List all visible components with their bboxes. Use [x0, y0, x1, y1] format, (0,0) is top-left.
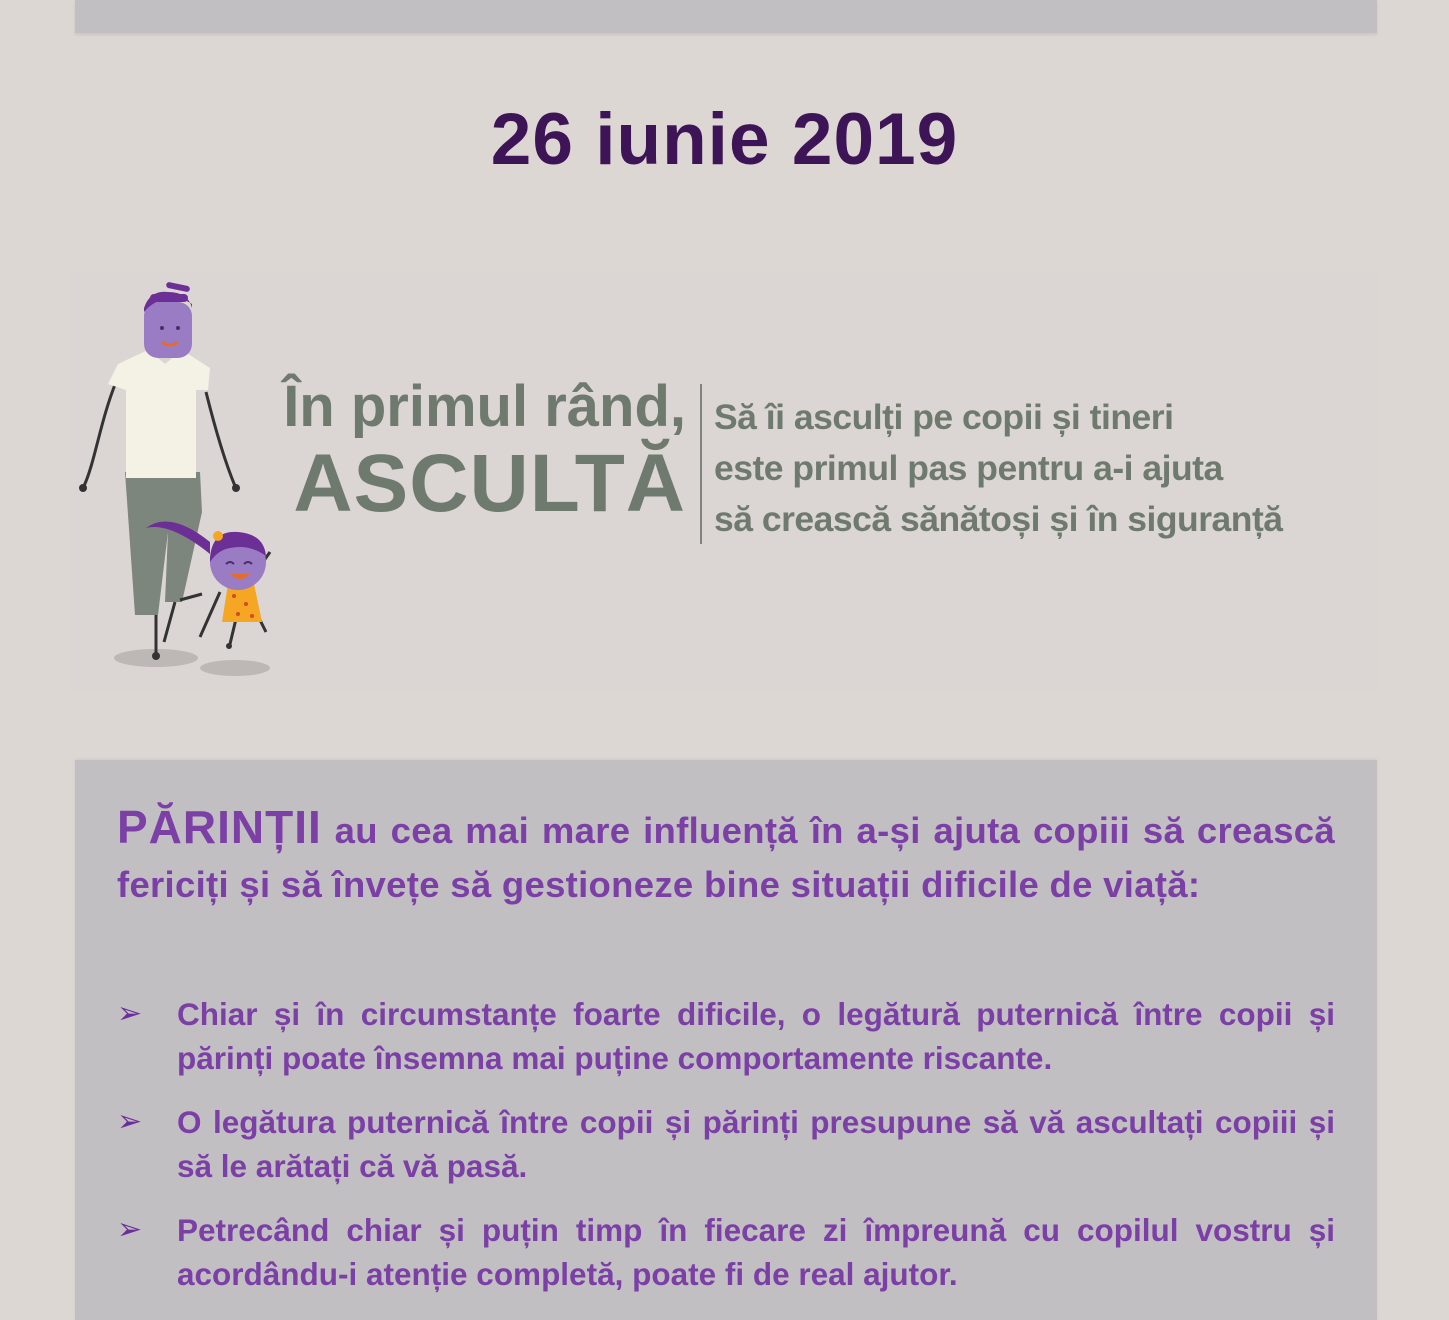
- adult-head: [144, 302, 192, 358]
- parents-info-panel: [75, 760, 1377, 1320]
- banner-tagline: [714, 392, 1384, 545]
- banner-divider: [700, 384, 702, 544]
- arrow-bullet-icon: ➢: [117, 997, 143, 1030]
- intro-paragraph: [117, 800, 1335, 912]
- page-date: 26 iunie 2019: [490, 99, 959, 180]
- tagline-line: să crească sănătoși și în siguranță: [714, 499, 1283, 539]
- list-item: [117, 1100, 1335, 1188]
- list-item-text: Chiar și în circumstanțe foarte dificile, o legătură puternică între copii și părinți poate însemna mai puține comportamente riscante.: [177, 996, 1335, 1076]
- tagline-line: este primul pas pentru a-i ajuta: [714, 448, 1223, 488]
- headline-line2: ASCULTĂ: [293, 438, 686, 529]
- list-item-text: O legătura puternică între copii și părinți presupune să vă ascultați copiii și să le arătați că vă pasă.: [177, 1104, 1335, 1184]
- tagline-line: Să îi asculți pe copii și tineri: [714, 397, 1174, 437]
- arrow-bullet-icon: ➢: [117, 1105, 143, 1138]
- listen-banner: [70, 272, 1380, 690]
- intro-text: au cea mai mare influență în a-și ajuta copiii să crească fericiți și să învețe să gestioneze bine situații dificile de viață:: [117, 810, 1335, 905]
- adult-shirt: [108, 350, 210, 478]
- headline-line1: În primul rând,: [283, 374, 686, 439]
- arrow-bullet-icon: ➢: [117, 1213, 143, 1246]
- intro-lead: PĂRINȚII: [117, 801, 322, 853]
- list-item-text: Petrecând chiar și puțin timp în fiecare zi împreună cu copilul vostru și acordându-i atenție completă, poate fi de real ajutor.: [177, 1212, 1335, 1292]
- bullet-list: [117, 992, 1335, 1316]
- banner-headline: [236, 372, 686, 529]
- top-panel: [75, 0, 1377, 33]
- list-item: [117, 992, 1335, 1080]
- child-shadow: [200, 660, 270, 676]
- list-item: [117, 1208, 1335, 1296]
- adult-pants: [125, 472, 202, 615]
